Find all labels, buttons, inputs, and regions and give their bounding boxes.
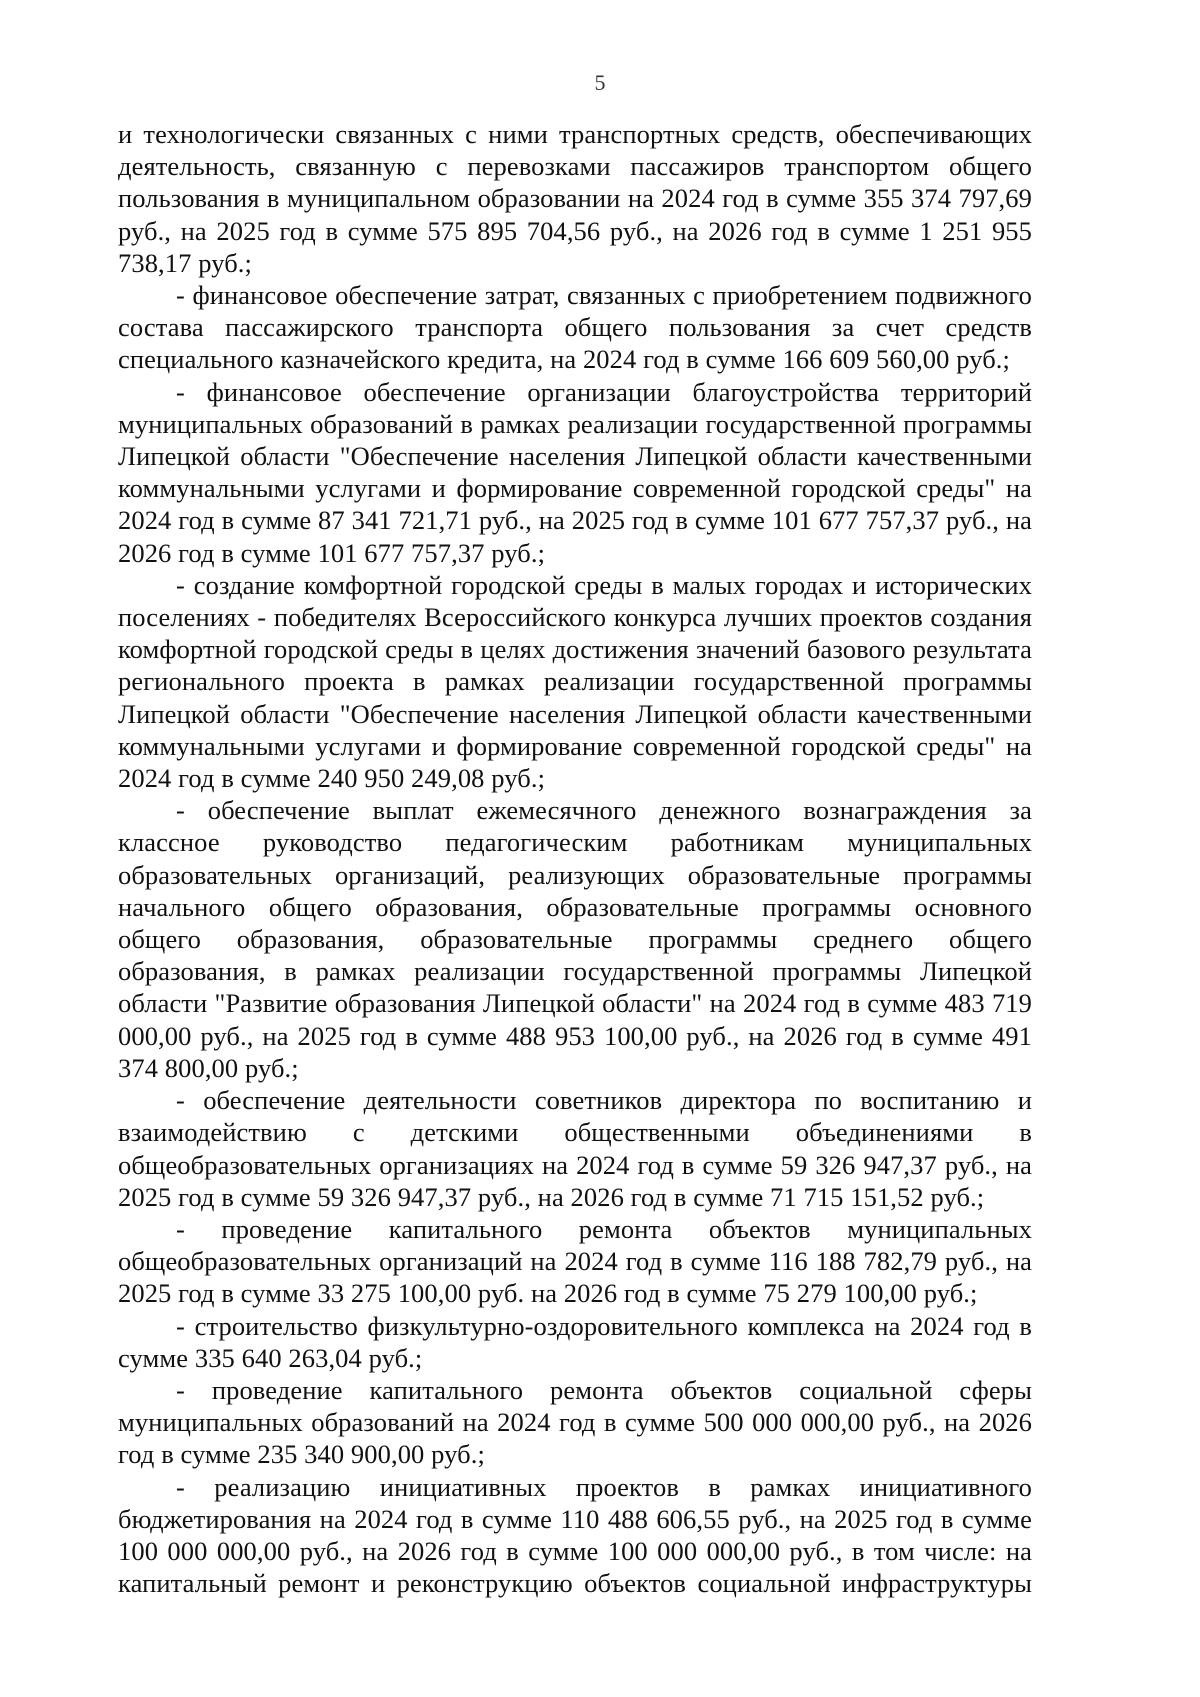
paragraph-initiative-projects: - реализацию инициативных проектов в рамках инициативного бюджетирования на 2024 год в сумме 110 488 606,55 руб., на 2025 год в сумме 100 000 000,00 руб., на 2026 год в сумме 100 000 000,00 руб., в том числе: на капитальный ремонт и реконструкцию объектов социальной инфраструктуры xyxy=(118,1471,1032,1599)
paragraph-school-repairs: - проведение капитального ремонта объектов муниципальных общеобразовательных организаций на 2024 год в сумме 116 188 782,79 руб., на 2025 год в сумме 33 275 100,00 руб. на 2026 год в сумме 75 279 100,00 руб.; xyxy=(118,1213,1032,1309)
page-number: 5 xyxy=(594,70,606,95)
paragraph-rolling-stock: - финансовое обеспечение затрат, связанных с приобретением подвижного состава пассажирского транспорта общего пользования за счет средств специального казначейского кредита, на 2024 год в сумме 166 609 560,00 руб.; xyxy=(118,280,1032,375)
paragraph-class-teacher-payments: - обеспечение выплат ежемесячного денежного вознаграждения за классное руководство педагогическим работникам муниципальных образовательных организаций, реализующих образовательные программы начального общего образования, образовательные программы основного общего образования, образовательные программы среднего общего образования, в рамках реализации государственной программы Липецкой области "Развитие образования Липецкой области" на 2024 год в сумме 483 719 000,00 руб., на 2025 год в сумме 488 953 100,00 руб., на 2026 год в сумме 491 374 800,00 руб.; xyxy=(118,795,1032,1083)
paragraph-transport-continuation: и технологически связанных с ними транспортных средств, обеспечивающих деятельность, связанную с перевозками пассажиров транспортом общего пользования в муниципальном образовании на 2024 год в сумме 355 374 797,69 руб., на 2025 год в сумме 575 895 704,56 руб., на 2026 год в сумме 1 251 955 738,17 руб.; xyxy=(118,119,1032,278)
paragraph-social-facilities-repair: - проведение капитального ремонта объектов социальной сферы муниципальных образований на 2024 год в сумме 500 000 000,00 руб., на 2026 год в сумме 235 340 900,00 руб.; xyxy=(118,1374,1032,1470)
paragraph-director-advisors: - обеспечение деятельности советников директора по воспитанию и взаимодействию с детскими общественными объединениями в общеобразовательных организациях на 2024 год в сумме 59 326 947,37 руб., на 2025 год в сумме 59 326 947,37 руб., на 2026 год в сумме 71 715 151,52 руб.; xyxy=(118,1085,1032,1212)
paragraph-urban-environment: - создание комфортной городской среды в малых городах и исторических поселениях - победителях Всероссийского конкурса лучших проектов создания комфортной городской среды в целях достижения значений базового результата регионального проекта в рамках реализации государственной программы Липецкой области "Обеспечение населения Липецкой области качественными коммунальными услугами и формирование современной городской среды" на 2024 год в сумме 240 950 249,08 руб.; xyxy=(118,569,1032,794)
paragraph-sports-complex: - строительство физкультурно-оздоровительного комплекса на 2024 год в сумме 335 640 263,04 руб.; xyxy=(118,1310,1032,1373)
document-body xyxy=(118,118,1032,1599)
paragraph-improvement-territories: - финансовое обеспечение организации благоустройства территорий муниципальных образований в рамках реализации государственной программы Липецкой области "Обеспечение населения Липецкой области качественными коммунальными услугами и формирование современной городской среды" на 2024 год в сумме 87 341 721,71 руб., на 2025 год в сумме 101 677 757,37 руб., на 2026 год в сумме 101 677 757,37 руб.; xyxy=(118,376,1032,568)
